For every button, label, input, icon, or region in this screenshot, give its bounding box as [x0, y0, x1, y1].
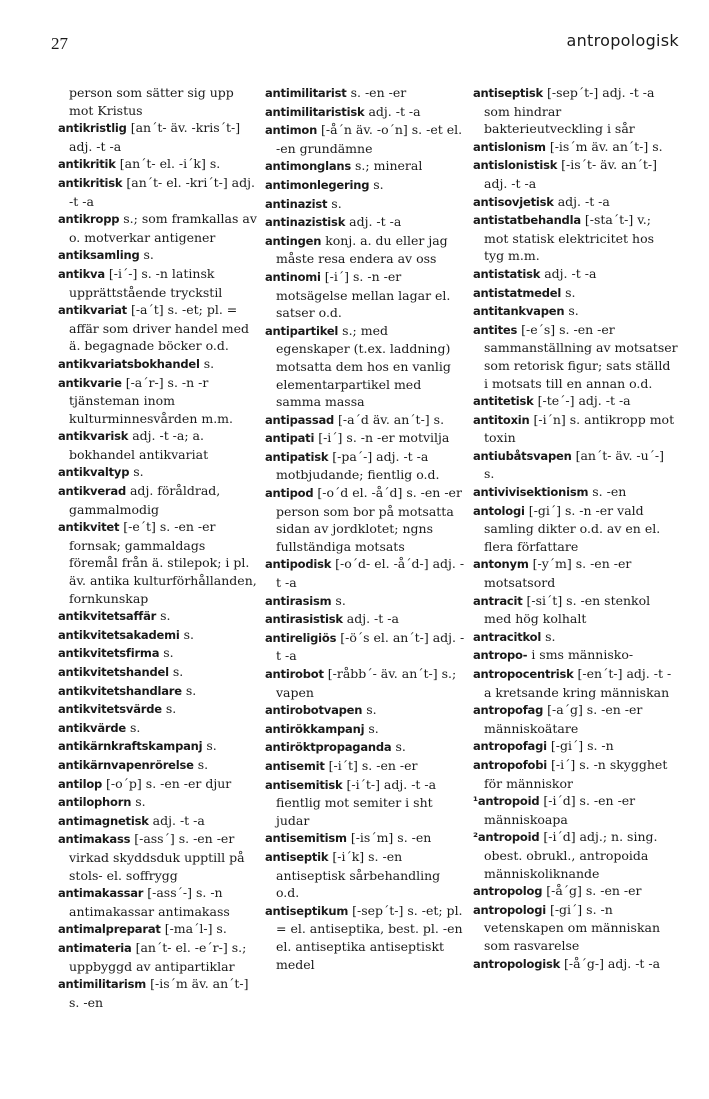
dictionary-entry: [265, 738, 465, 757]
entry-headword: ¹antropoid: [473, 794, 540, 809]
dictionary-entry: [473, 646, 678, 665]
entry-definition: [-e´t] s. -en -er fornsak; gammaldags föremål från ä. stilepok; i pl. äv. antika kulturförhållanden, fornkunskap: [69, 519, 257, 606]
entry-headword: antikritisk: [58, 175, 123, 190]
entry-headword: antivivisektionism: [473, 485, 589, 500]
entry-headword: antipassad: [265, 412, 335, 427]
entry-definition: adj. -t -a: [152, 812, 205, 828]
dictionary-entry: [265, 448, 465, 484]
entry-headword: antimonlegering: [265, 177, 370, 192]
entry-definition: s.: [197, 756, 209, 772]
entry-headword: antilophorn: [58, 795, 132, 810]
entry-definition: s.: [143, 247, 154, 263]
entry-headword: antiseptik: [265, 849, 329, 864]
entry-definition: [-is´m äv. an´t-] s.: [549, 138, 663, 154]
entry-definition: [-si´t] s. -en stenkol med hög kolhalt: [484, 592, 651, 627]
entry-headword: ²antropoid: [473, 830, 540, 845]
column-2: [265, 84, 465, 973]
entry-definition: [-pa´-] adj. -t -a motbjudande; fientlig o.d.: [276, 448, 440, 483]
entry-definition: s.: [163, 645, 174, 661]
entry-headword: antropologi: [473, 902, 546, 917]
entry-headword: antropofobi: [473, 757, 548, 772]
entry-definition: [-ma´l-] s.: [164, 921, 227, 937]
dictionary-entry: [58, 155, 258, 174]
entry-definition: adj. -t -a: [368, 103, 421, 119]
entry-headword: antimilitarism: [58, 977, 147, 992]
entry-headword: antikvärde: [58, 720, 126, 735]
dictionary-entry: [58, 482, 258, 518]
entry-headword: antropolog: [473, 884, 543, 899]
entry-definition: [-i´k] s. -en antiseptisk sårbehandling o.d.: [276, 848, 441, 901]
entry-headword: antikritik: [58, 157, 116, 172]
dictionary-entry: [473, 737, 678, 756]
dictionary-entry: [265, 484, 465, 555]
dictionary-entry: [265, 232, 465, 268]
dictionary-entry: [473, 411, 678, 447]
entry-headword: antikvarisk: [58, 429, 129, 444]
entry-definition: [-a´d äv. an´t-] s.: [338, 411, 445, 427]
entry-definition: [an´t- el. -kri´t-] adj. -t -a: [69, 174, 255, 209]
entry-definition: s.: [185, 682, 197, 698]
entry-headword: antimalpreparat: [58, 922, 161, 937]
dictionary-entry: [265, 848, 465, 902]
entry-definition: s.: [206, 738, 217, 754]
entry-definition: s.: [165, 701, 177, 717]
dictionary-entry: [58, 830, 258, 884]
entry-definition: [an´t- el. -e´r-] s.; uppbyggd av antipartiklar: [69, 939, 247, 974]
entry-headword: antikvarie: [58, 375, 122, 390]
entry-headword: antipati: [265, 431, 315, 446]
entry-headword: antikvitetsfirma: [58, 646, 160, 661]
dictionary-entry: [473, 138, 678, 157]
dictionary-entry: [265, 665, 465, 701]
entry-headword: antikvitetsvärde: [58, 702, 162, 717]
dictionary-entry: [473, 756, 678, 792]
dictionary-entry: [473, 828, 678, 882]
dictionary-entry: [265, 213, 465, 232]
entry-headword: antislonism: [473, 139, 546, 154]
column-3: [473, 84, 678, 973]
entry-definition: [-gi´] s. -n -er vald samling dikter o.d. av en el. flera författare: [484, 502, 661, 554]
dictionary-entry: [473, 211, 678, 265]
entry-definition: s.: [373, 176, 384, 192]
entry-headword: antites: [473, 322, 518, 337]
entry-headword: antitankvapen: [473, 304, 565, 319]
dictionary-entry: [473, 792, 678, 828]
dictionary-entry: [473, 665, 678, 701]
dictionary-entry: [58, 518, 258, 607]
dictionary-entry: [473, 284, 678, 303]
dictionary-entry: [265, 776, 465, 830]
dictionary-entry: [473, 483, 678, 502]
entry-headword: antracitkol: [473, 629, 542, 644]
entry-definition: [an´t- äv. -kris´t-] adj. -t -a: [69, 120, 241, 154]
entry-headword: antikropp: [58, 212, 120, 227]
dictionary-entry: [58, 119, 258, 155]
entry-headword: antipod: [265, 486, 314, 501]
dictionary-entry: [58, 793, 258, 812]
entry-headword: antipatisk: [265, 449, 329, 464]
entry-definition: s.: [366, 702, 377, 718]
dictionary-entry: [58, 644, 258, 663]
entry-headword: antirobot: [265, 667, 324, 681]
entry-definition: person som sätter sig upp mot Kristus: [69, 85, 234, 118]
entry-definition: [-e´s] s. -en -er sammanställning av motsatser som retorisk figur; sats ställd i motsats till en annan o.d.: [484, 321, 678, 391]
entry-definition: s.: [129, 719, 141, 735]
entry-definition: s.; mineral: [355, 158, 423, 174]
entry-headword: antinazistisk: [265, 215, 346, 230]
entry-headword: antitetisk: [473, 394, 534, 409]
dictionary-entry: [265, 121, 465, 157]
dictionary-entry: [58, 210, 258, 246]
entry-definition: [-is´m] s. -en: [350, 830, 432, 846]
entry-headword: antiseptikum: [265, 903, 349, 918]
entry-headword: antistatbehandla: [473, 213, 581, 228]
entry-headword: antikvitet: [58, 520, 120, 535]
entry-headword: antikärnvapenrörelse: [58, 757, 194, 772]
dictionary-entry: [58, 884, 258, 920]
dictionary-entry: [265, 757, 465, 776]
dictionary-entry: [265, 720, 465, 739]
entry-definition: s.: [335, 592, 346, 608]
entry-headword: antikristlig: [58, 121, 127, 136]
entry-headword: antislonistisk: [473, 158, 558, 173]
entry-definition: [-i´] s. -n skygghet för människor: [484, 756, 668, 791]
dictionary-entry: [58, 427, 258, 463]
dictionary-entry: [473, 955, 678, 974]
entry-headword: antingen: [265, 233, 322, 248]
dictionary-entry: [58, 756, 258, 775]
dictionary-entry: [58, 700, 258, 719]
dictionary-entry: [58, 301, 258, 355]
entry-definition: [-å´g-] adj. -t -a: [564, 955, 661, 971]
entry-definition: [-i´] s. -n -er motsägelse mellan lagar el. satser o.d.: [276, 268, 451, 321]
dictionary-entry: [58, 246, 258, 265]
dictionary-entry: [473, 502, 678, 556]
entry-headword: antimonglans: [265, 159, 352, 174]
dictionary-entry: [265, 555, 465, 591]
dictionary-entry: [58, 463, 258, 482]
entry-headword: antikvaltyp: [58, 465, 130, 480]
dictionary-entry: [473, 447, 678, 483]
entry-headword: antitoxin: [473, 412, 530, 427]
entry-definition: adj. föråldrad, gammalmodig: [69, 483, 221, 517]
dictionary-entry: [473, 392, 678, 411]
dictionary-entry: [473, 156, 678, 192]
dictionary-entry: [473, 84, 678, 138]
dictionary-entry: [265, 829, 465, 848]
dictionary-entry: [58, 374, 258, 428]
entry-definition: [-a´g] s. -en -er människoätare: [484, 702, 643, 736]
dictionary-entry: [473, 302, 678, 321]
entry-definition: s.: [160, 608, 171, 624]
dictionary-entry: [265, 411, 465, 430]
entry-definition: [-å´n äv. -o´n] s. -et el. -en grundämne: [276, 122, 463, 156]
entry-definition: [-i´d] s. -en -er människoapa: [484, 793, 636, 827]
dictionary-entry: [58, 737, 258, 756]
entry-definition: [-o´p] s. -en -er djur: [106, 775, 232, 791]
entry-definition: s.: [568, 303, 579, 319]
dictionary-entry: [58, 975, 258, 1011]
entry-headword: antropofag: [473, 703, 544, 718]
entry-definition: [-ass´] s. -en -er virkad skyddsduk upptill på stols- el. soffrygg: [69, 831, 245, 883]
entry-headword: antonym: [473, 557, 529, 572]
dictionary-entry: [473, 592, 678, 628]
dictionary-entry: [473, 193, 678, 212]
entry-definition: adj. -t -a: [557, 193, 610, 209]
entry-headword: antipartikel: [265, 323, 339, 338]
entry-definition: [-i´] s. -n -er motvilja: [318, 430, 450, 446]
entry-definition: [-i´t-] adj. -t -a fientlig mot semiter i sht judar: [276, 776, 437, 828]
entry-definition: adj. -t -a: [346, 611, 399, 627]
entry-definition: s.: [135, 794, 146, 810]
entry-headword: antiubåtsvapen: [473, 448, 572, 463]
entry-headword: antirökkampanj: [265, 721, 365, 736]
entry-headword: antikärnkraftskampanj: [58, 739, 203, 754]
entry-definition: [an´t- el. -i´k] s.: [119, 156, 221, 172]
dictionary-entry: [58, 939, 258, 975]
entry-definition: adj. -t -a: [349, 214, 402, 230]
dictionary-entry: [265, 176, 465, 195]
entry-definition: s. -en -er: [350, 85, 407, 100]
entry-headword: antilop: [58, 776, 103, 791]
entry-definition: [-i´d] adj.; n. sing. obest. obrukl., antropoida människoliknande: [484, 829, 658, 881]
dictionary-entry: [265, 610, 465, 629]
entry-headword: antireligiös: [265, 630, 337, 645]
entry-headword: antimakass: [58, 832, 131, 847]
entry-definition: [an´t- äv. -u´-] s.: [484, 447, 665, 482]
dictionary-entry: [473, 882, 678, 901]
entry-definition: [-i´n] s. antikropp mot toxin: [484, 411, 675, 446]
entry-headword: antirobotvapen: [265, 703, 363, 718]
entry-definition: [-råbb´- äv. an´t-] s.; vapen: [276, 666, 457, 700]
dictionary-entry: [265, 195, 465, 214]
entry-definition: [-is´m äv. an´t-] s. -en: [69, 976, 249, 1010]
dictionary-entry: [58, 775, 258, 794]
entry-headword: antimateria: [58, 940, 132, 955]
entry-definition: s.: [203, 355, 215, 371]
dictionary-entry: [58, 607, 258, 626]
dictionary-entry: [473, 321, 678, 392]
dictionary-entry: [58, 174, 258, 210]
entry-headword: antikvitetsaffär: [58, 609, 157, 624]
entry-definition: [-y´m] s. -en -er motsatsord: [484, 556, 632, 591]
entry-definition: [-o´d el. -å´d] s. -en -er person som bor på motsatta sidan av jordklotet; ngns fullständiga motsats: [276, 485, 462, 554]
entry-headword: antimilitarist: [265, 86, 347, 100]
entry-headword: antistatisk: [473, 266, 541, 281]
entry-headword: antikvitetshandlare: [58, 683, 182, 698]
dictionary-entry: [58, 265, 258, 301]
entry-headword: antropocentrisk: [473, 667, 574, 681]
entry-definition: s.: [172, 664, 184, 679]
dictionary-entry: [58, 663, 258, 682]
dictionary-entry: [265, 322, 465, 411]
dictionary-entry: [265, 84, 465, 103]
entry-headword: antologi: [473, 503, 525, 518]
entry-definition: s.: [331, 195, 342, 211]
entry-definition: s.: [183, 626, 195, 642]
entry-definition: [-gi´] s. -n vetenskapen om människan som rasvarelse: [484, 901, 661, 953]
column-1: [58, 84, 258, 1011]
entry-headword: antracit: [473, 593, 523, 608]
dictionary-entry: [473, 265, 678, 284]
entry-definition: [-i´t] s. -en -er: [328, 757, 418, 773]
dictionary-entry: [265, 592, 465, 611]
entry-headword: antisemitism: [265, 831, 347, 846]
entry-definition: [-te´-] adj. -t -a: [537, 393, 631, 409]
entry-headword: antropofagi: [473, 739, 547, 754]
entry-definition: s.: [133, 464, 144, 480]
entry-definition: s.: [565, 284, 576, 300]
dictionary-entry: [265, 268, 465, 322]
entry-headword: antikvitetshandel: [58, 665, 169, 679]
entry-headword: antinazist: [265, 196, 328, 211]
entry-headword: antikvitetsakademi: [58, 627, 180, 642]
entry-definition: [-sep´t-] s. -et; pl. = el. antiseptika, best. pl. -en el. antiseptika antiseptiskt medel: [276, 902, 463, 972]
dictionary-entry: [58, 84, 258, 119]
entry-definition: [-sta´t-] v.; mot statisk elektricitet hos tyg m.m.: [484, 212, 655, 264]
dictionary-entry: [58, 812, 258, 831]
entry-definition: s. -en: [592, 484, 627, 500]
entry-headword: antirasism: [265, 593, 332, 608]
entry-definition: [-a´r-] s. -n -r tjänsteman inom kulturminnesvården m.m.: [69, 374, 234, 426]
entry-definition: adj. -t -a; a. bokhandel antikvariat: [69, 428, 209, 462]
entry-headword: antisemitisk: [265, 777, 343, 792]
entry-headword: antikverad: [58, 484, 126, 499]
entry-definition: [-ass´-] s. -n antimakassar antimakass: [69, 885, 230, 919]
entry-headword: antropologisk: [473, 956, 561, 971]
entry-definition: [-i´-] s. -n latinsk upprättstående tryckstil: [69, 265, 223, 300]
dictionary-entry: [265, 103, 465, 122]
entry-definition: [-sep´t-] adj. -t -a som hindrar bakterieutveckling i sår: [484, 85, 655, 137]
entry-definition: [-a´t] s. -et; pl. = affär som driver handel med ä. begagnade böcker o.d.: [69, 302, 250, 354]
dictionary-entry: [58, 682, 258, 701]
entry-headword: antikvariat: [58, 303, 127, 318]
entry-definition: s.: [368, 720, 379, 736]
dictionary-entry: [58, 719, 258, 738]
entry-definition: [-å´g] s. -en -er: [546, 883, 642, 899]
entry-definition: s.: [545, 628, 556, 644]
entry-headword: antiseptisk: [473, 86, 543, 100]
dictionary-entry: [265, 429, 465, 448]
dictionary-entry: [473, 628, 678, 647]
dictionary-entry: [58, 626, 258, 645]
entry-headword: antimon: [265, 123, 318, 138]
entry-headword: antisemit: [265, 758, 325, 773]
entry-definition: [-o´d- el. -å´d-] adj. -t -a: [276, 556, 465, 591]
entry-headword: antropo-: [473, 648, 528, 663]
page-number: 27: [51, 34, 68, 53]
entry-definition: adj. -t -a: [544, 265, 597, 281]
entry-headword: antirasistisk: [265, 612, 343, 627]
dictionary-entry: [58, 355, 258, 374]
dictionary-entry: [265, 157, 465, 176]
dictionary-entry: [265, 701, 465, 720]
entry-definition: s.: [395, 739, 406, 755]
entry-headword: antistatmedel: [473, 285, 562, 300]
entry-headword: antimagnetisk: [58, 813, 149, 828]
dictionary-entry: [473, 901, 678, 955]
dictionary-entry: [473, 555, 678, 591]
dictionary-entry: [265, 629, 465, 665]
entry-headword: antikvariatsbokhandel: [58, 356, 200, 371]
entry-headword: antipodisk: [265, 557, 332, 572]
entry-headword: antimilitaristisk: [265, 104, 365, 119]
entry-definition: [-en´t-] adj. -t -a kretsande kring människan: [484, 666, 672, 700]
dictionary-entry: [265, 902, 465, 973]
entry-definition: [-gi´] s. -n: [550, 738, 614, 754]
dictionary-entry: [58, 920, 258, 939]
entry-headword: antimakassar: [58, 886, 144, 901]
entry-headword: antiksamling: [58, 248, 140, 263]
entry-definition: s.; som framkallas av o. motverkar antigener: [69, 211, 257, 245]
entry-headword: antisovjetisk: [473, 194, 554, 209]
entry-headword: antikva: [58, 266, 105, 281]
entry-definition: s.; med egenskaper (t.ex. laddning) motsatta dem hos en vanlig elementarpartikel med samma massa: [276, 322, 451, 410]
entry-definition: [-is´t- äv. an´t-] adj. -t -a: [484, 157, 658, 191]
entry-definition: i sms människo-: [531, 647, 634, 663]
entry-definition: [-ö´s el. an´t-] adj. -t -a: [276, 629, 465, 664]
entry-headword: antiröktpropaganda: [265, 740, 392, 755]
dictionary-entry: [473, 701, 678, 737]
running-head: antropologisk: [566, 31, 679, 50]
entry-headword: antinomi: [265, 269, 321, 284]
entry-definition: konj. a. du eller jag måste resa endera av oss: [276, 232, 448, 267]
